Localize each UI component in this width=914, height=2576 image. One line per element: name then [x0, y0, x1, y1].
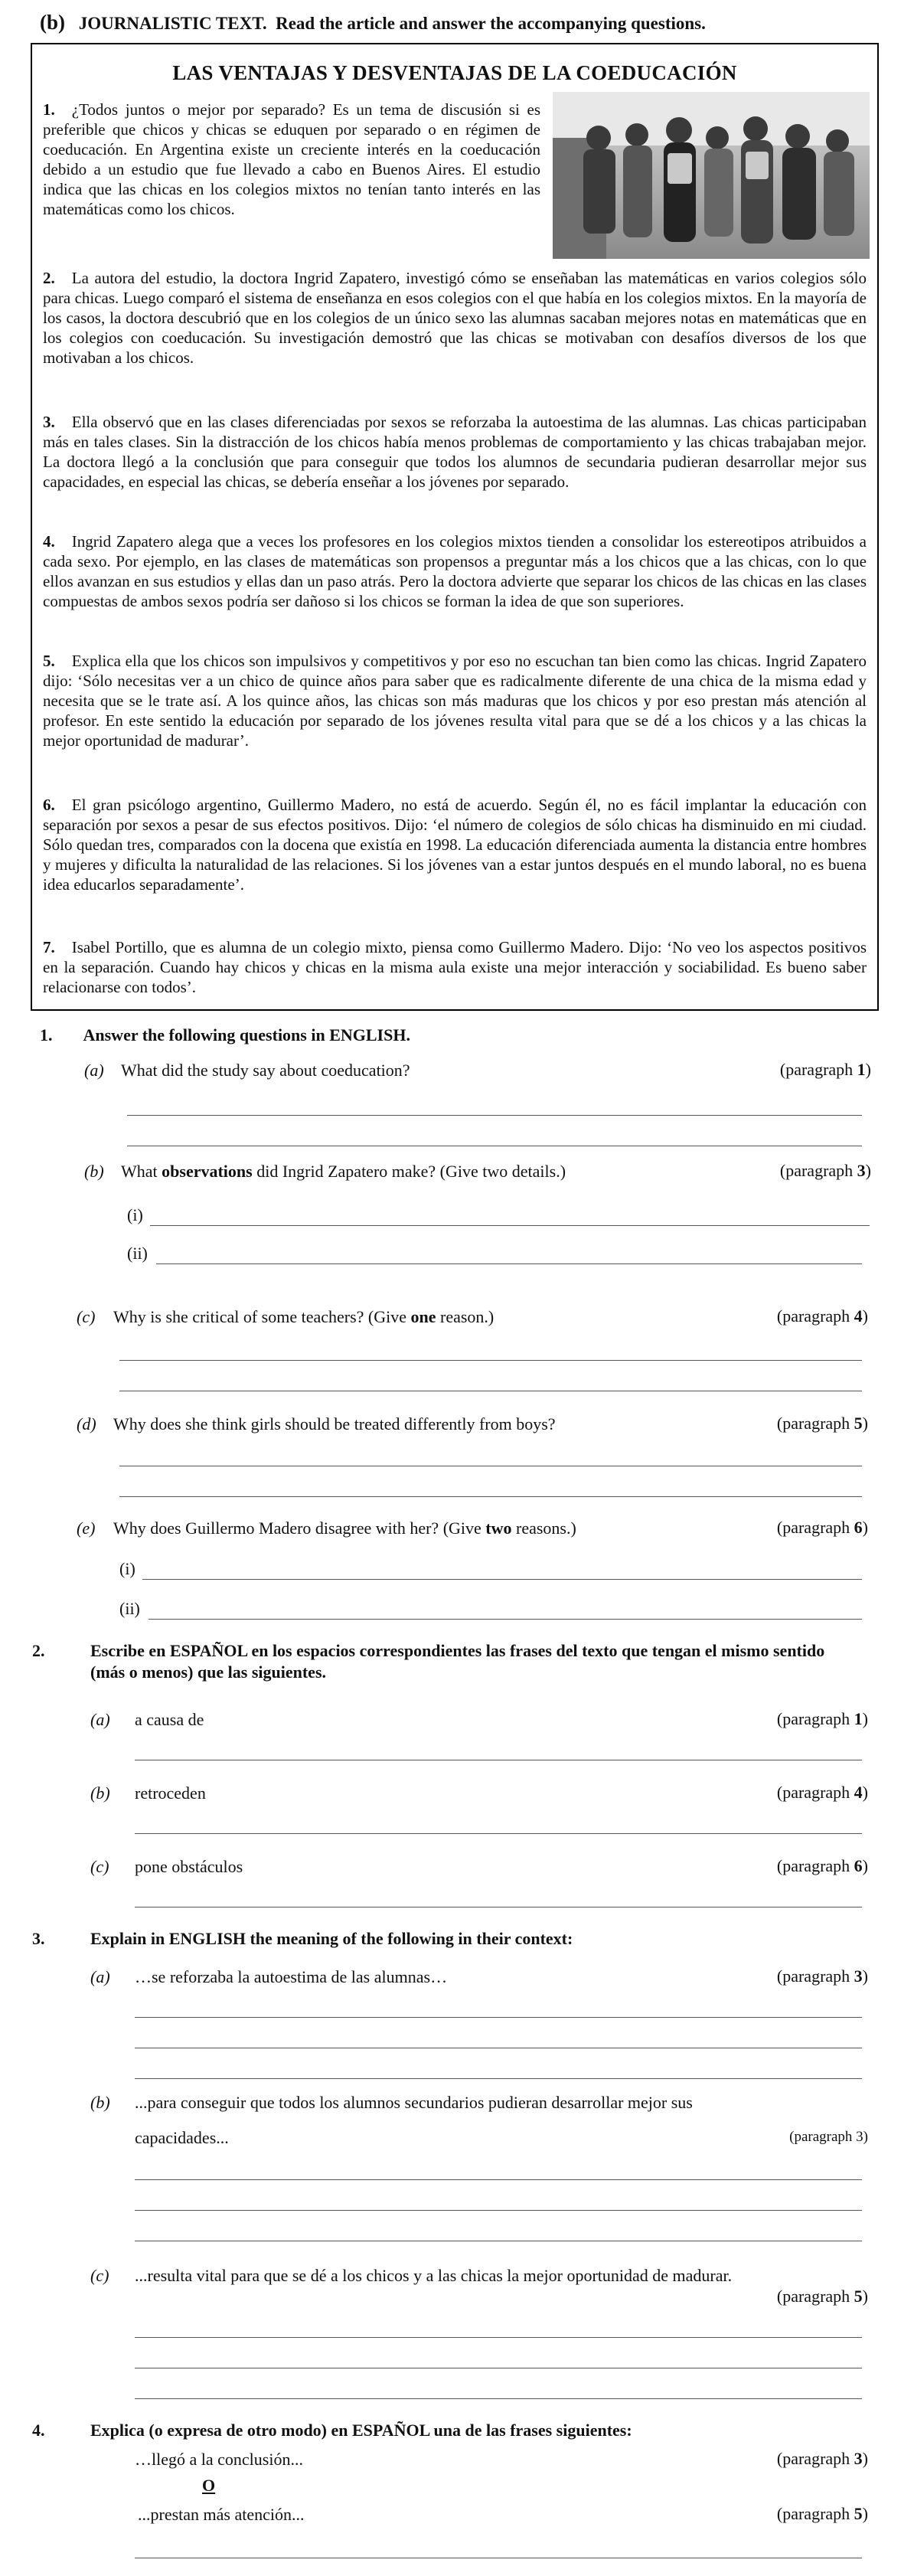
answer-line[interactable]	[150, 1225, 870, 1226]
article-paragraph-2: 2. La autora del estudio, la doctora Ingrid Zapatero, investigó cómo se enseñaban las matemáticas en varios colegios sólo para chicas. Luego comparó el sistema de enseñanza en esos colegios con el que había en los colegios mixtos. En la mayoría de los casos, la doctora descubrió que en los colegios de un único sexo las alumnas sacaban mejores notas en matemáticas que en los colegios con coeducación. Su investigación demostró que las chicas se motivaban con desafíos diversos de los que motivaban a los chicos.	[43, 269, 867, 367]
answer-line[interactable]	[119, 1496, 862, 1497]
exam-header	[40, 11, 706, 34]
subitem-ii: (ii)	[119, 1599, 140, 1618]
answer-line[interactable]	[135, 2179, 862, 2180]
q1d-ref: (paragraph 5)	[776, 1414, 868, 1433]
q1a-ref: (paragraph 1)	[779, 1060, 871, 1079]
section-3-num: 3.	[32, 1929, 45, 1948]
section-4-num: 4.	[32, 2421, 45, 2440]
q3c-item: (c) ...resulta vital para que se dé a los chicos y a las chicas la mejor oportunidad de madurar.	[90, 2266, 733, 2285]
q4-or: O	[202, 2476, 216, 2495]
article-paragraph-1: 1. ¿Todos juntos o mejor por separado? Es un tema de discusión si es preferible que chicos y chicas se eduquen por separado o en régimen de coeducación. En Argentina existe un creciente interés en la coeducación debido a un estudio que fue llevado a cabo en Buenos Aires. El estudio indica que las chicas en los colegios mixtos no tenían tanto interés en las matemáticas como los chicos.	[43, 100, 540, 218]
q1d-question: (d) Why does she think girls should be treated differently from boys?	[77, 1414, 556, 1433]
section-3-heading: Explain in ENGLISH the meaning of the following in their context:	[90, 1929, 573, 1948]
q4-item-1: …llegó a la conclusión...	[135, 2450, 303, 2469]
q3b-item: (b) ...para conseguir que todos los alumnos secundarios pudieran desarrollar mejor sus	[90, 2093, 693, 2112]
q3b-ref: (paragraph 3)	[789, 2129, 868, 2145]
q2a-ref: (paragraph 1)	[776, 1709, 868, 1728]
section-1-heading: 1. Answer the following questions in ENGLISH.	[40, 1025, 410, 1044]
article-paragraph-5: 5. Explica ella que los chicos son impulsivos y competitivos y por eso no escuchan tan bien como las chicas. Ingrid Zapatero dijo: ‘Sólo necesitas ver a un chico de quince años para saber que es radicalmente diferente de una chica de la misma edad y necesita que se le trate así. A los quince años, las chicas son más maduras que los chicos y por eso prestan más atención al profesor. En este sentido la educación por separado de los jóvenes resulta vital para que se dé a los chicos y a las chicas la mejor oportunidad de madurar’.	[43, 652, 867, 750]
q1c-ref: (paragraph 4)	[776, 1306, 868, 1326]
q4-ref-2: (paragraph 5)	[776, 2504, 868, 2523]
subitem-i: (i)	[119, 1559, 135, 1578]
article-title: LAS VENTAJAS Y DESVENTAJAS DE LA COEDUCACIÓN	[172, 61, 737, 84]
subitem-ii: (ii)	[127, 1244, 148, 1263]
subitem-i: (i)	[127, 1205, 143, 1224]
q4-ref-1: (paragraph 3)	[776, 2449, 868, 2468]
q3a-ref: (paragraph 3)	[776, 1966, 868, 1986]
q2b-item: (b) retroceden	[90, 1783, 206, 1803]
q2a-item: (a) a causa de	[90, 1710, 204, 1729]
students-photo	[553, 92, 870, 259]
section-2-heading: Escribe en ESPAÑOL en los espacios correspondientes las frases del texto que tengan el mismo sentido (más o menos) que las siguientes.	[90, 1641, 825, 1682]
article-paragraph-3: 3. Ella observó que en las clases diferenciadas por sexos se reforzaba la autoestima de las alumnas. Las chicas participaban más en tales clases. Sin la distracción de los chicos había menos problemas de comportamiento y las chicas trabajaban mejor. La doctora llegó a la conclusión que para conseguir que todos los alumnos de secundaria pudieran desarrollar mejor sus capacidades, en especial las chicas, se debería enseñar a los jóvenes por separado.	[43, 413, 867, 491]
article-paragraph-4: 4. Ingrid Zapatero alega que a veces los profesores en los colegios mixtos tienden a consolidar los estereotipos atribuidos a cada sexo. Por ejemplo, en las clases de matemáticas son propensos a preguntar más a los chicos que a las chicas, con lo que ellos avanzan en sus estudios y ellas dan un paso atrás. Pero la doctora advierte que separar los chicos de las chicas en las clases compuestas de ambos sexos podría ser dañoso si los chicos se forman la idea de que son superiores.	[43, 532, 867, 610]
q2c-item: (c) pone obstáculos	[90, 1857, 243, 1876]
q4-item-2: ...prestan más atención...	[138, 2505, 305, 2524]
article-paragraph-7: 7. Isabel Portillo, que es alumna de un colegio mixto, piensa como Guillermo Madero. Dijo: ‘No veo los aspectos positivos en la separación. Cuando hay chicos y chicas en la misma aula existe una mejor interacción y sociabilidad. Es bueno saber relacionarse con todos’.	[43, 938, 867, 996]
answer-line[interactable]	[135, 2078, 862, 2079]
q1e-question: (e) Why does Guillermo Madero disagree with her? (Give two reasons.)	[77, 1518, 576, 1538]
answer-line[interactable]	[135, 1833, 862, 1834]
answer-line[interactable]	[135, 2017, 862, 2018]
section-tag: (b)	[40, 11, 65, 34]
q1b-question: (b) What observations did Ingrid Zapatero make? (Give two details.)	[84, 1162, 566, 1181]
answer-line[interactable]	[135, 2337, 862, 2338]
q1a-question: (a) What did the study say about coeducation?	[84, 1061, 410, 1080]
answer-line[interactable]	[156, 1263, 862, 1264]
article-paragraph-6: 6. El gran psicólogo argentino, Guillermo Madero, no está de acuerdo. Según él, no es fácil implantar la educación con separación por sexos a pesar de sus efectos positivos. Dijo: ‘el número de colegios de sólo chicas ha disminuido en mi ciudad. Sólo quedan tres, comparados con la docena que existía en 1998. La educación diferenciada aumenta la distancia entre hombres y mujeres y dificulta la naturalidad de las relaciones. Si los jóvenes van a estar juntos después en el mundo laboral, no es buena idea educarlos separadamente’.	[43, 796, 867, 894]
q1e-ref: (paragraph 6)	[776, 1518, 868, 1537]
answer-line[interactable]	[149, 1619, 862, 1620]
article-box	[31, 43, 879, 1011]
answer-line[interactable]	[119, 1360, 862, 1361]
section-2-num: 2.	[32, 1641, 45, 1660]
section-4-heading: Explica (o expresa de otro modo) en ESPAÑOL una de las frases siguientes:	[90, 2421, 632, 2440]
answer-line[interactable]	[135, 2210, 862, 2211]
q2c-ref: (paragraph 6)	[776, 1856, 868, 1875]
q3b-item-cont: capacidades...	[135, 2128, 229, 2147]
q2b-ref: (paragraph 4)	[776, 1783, 868, 1802]
section-label: JOURNALISTIC TEXT.	[78, 14, 267, 33]
answer-line[interactable]	[142, 1579, 862, 1580]
answer-line[interactable]	[135, 2398, 862, 2399]
q3c-ref: (paragraph 5)	[776, 2287, 868, 2306]
q3a-item: (a) …se reforzaba la autoestima de las alumnas…	[90, 1967, 448, 1986]
q1b-ref: (paragraph 3)	[779, 1161, 871, 1180]
q1c-question: (c) Why is she critical of some teachers? (Give one reason.)	[77, 1307, 495, 1326]
section-instruction: Read the article and answer the accompanying questions.	[276, 14, 706, 33]
answer-line[interactable]	[127, 1115, 862, 1116]
